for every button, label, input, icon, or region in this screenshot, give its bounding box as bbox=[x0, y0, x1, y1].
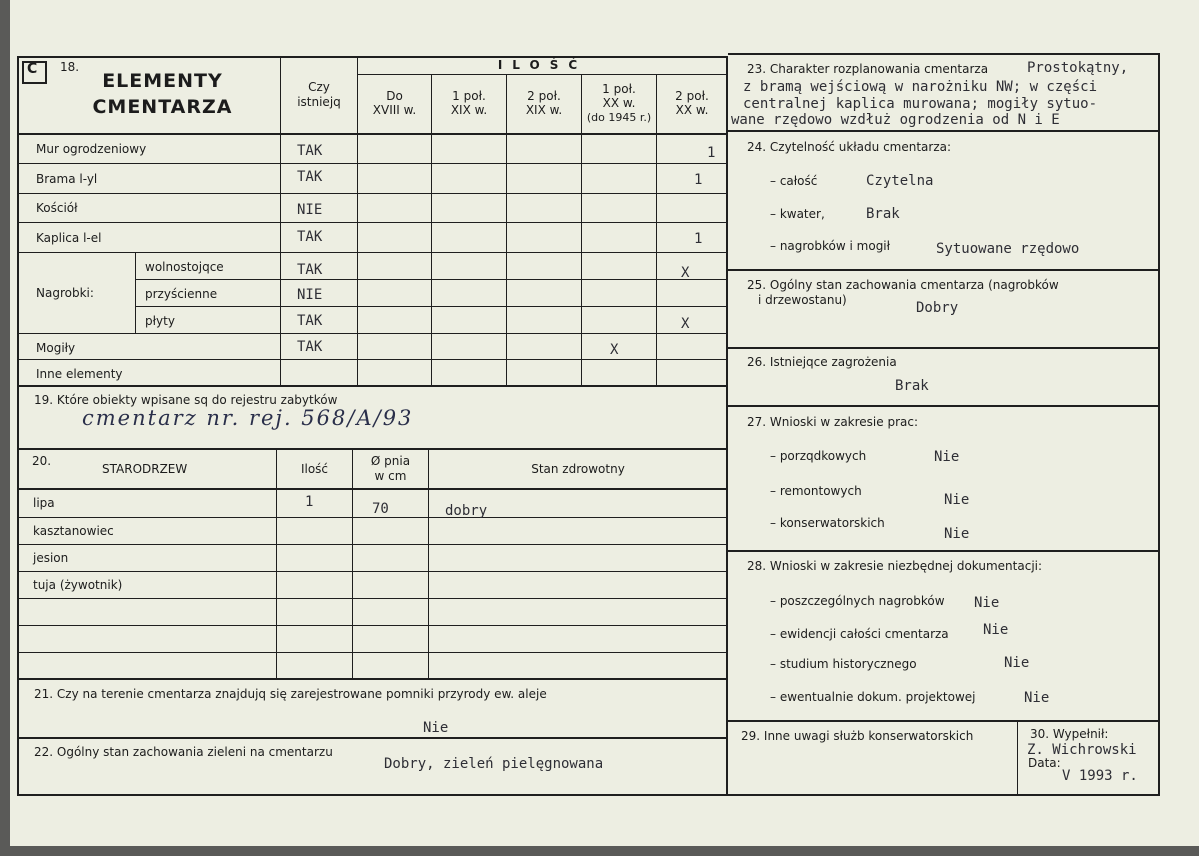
row-exists: TAK bbox=[297, 262, 323, 278]
row-label: Inne elementy bbox=[36, 367, 123, 381]
period-header: XVIII w. bbox=[372, 103, 417, 117]
section-28-item-value: Nie bbox=[983, 622, 1009, 638]
rule bbox=[428, 449, 429, 678]
period-header: Do bbox=[386, 89, 403, 103]
row-exists: NIE bbox=[297, 202, 323, 218]
rule bbox=[728, 405, 1160, 407]
archival-card bbox=[10, 0, 1199, 846]
rule bbox=[17, 488, 728, 490]
row-label: Mogiły bbox=[36, 341, 76, 355]
section-24-question: 24. Czytelność układu cmentarza: bbox=[747, 140, 952, 154]
tree-row-label: lipa bbox=[33, 496, 55, 510]
section-23-answer-line: z bramą wejściową w narożniku NW; w części bbox=[743, 79, 1098, 95]
tree-row-count: 1 bbox=[305, 494, 314, 510]
section-29-question: 29. Inne uwagi służb konserwatorskich bbox=[741, 729, 974, 743]
rule bbox=[17, 359, 728, 360]
rule bbox=[17, 544, 728, 545]
period-header: XX w. bbox=[602, 96, 636, 110]
section-28-item-label: – ewidencji całości cmentarza bbox=[770, 627, 949, 641]
rule bbox=[17, 385, 728, 387]
rule bbox=[17, 625, 728, 626]
rule bbox=[1158, 53, 1160, 796]
period-header: 2 poł. bbox=[675, 89, 709, 103]
row-sublabel: płyty bbox=[145, 314, 175, 328]
section-25-question-1: 25. Ogólny stan zachowania cmentarza (nagrobków bbox=[747, 278, 1059, 292]
section-24-item-value: Brak bbox=[866, 206, 900, 222]
period-header: XIX w. bbox=[525, 103, 563, 117]
section-23-answer-line: Prostokątny, bbox=[1027, 60, 1129, 76]
section-30-date-label: Data: bbox=[1028, 756, 1061, 770]
section-25-question-2: i drzewostanu) bbox=[758, 293, 847, 307]
rule bbox=[135, 306, 728, 307]
rule bbox=[17, 652, 728, 653]
rule bbox=[728, 550, 1160, 552]
rule bbox=[17, 333, 728, 334]
section-27-item-value: Nie bbox=[944, 526, 970, 542]
row-count: 1 bbox=[694, 231, 703, 247]
rule bbox=[276, 449, 277, 678]
section-30-name: Z. Wichrowski bbox=[1027, 742, 1137, 758]
section-24-item-value: Czytelna bbox=[866, 173, 934, 189]
section-25-answer: Dobry bbox=[916, 300, 959, 316]
rule bbox=[1017, 721, 1018, 796]
col-health-header: Stan zdrowotny bbox=[531, 462, 625, 476]
period-header: 1 poł. bbox=[452, 89, 486, 103]
row-mark: X bbox=[681, 316, 690, 332]
row-group-label: Nagrobki: bbox=[36, 286, 94, 300]
rule bbox=[728, 794, 1160, 796]
col-ilosc-header: Ilość bbox=[300, 462, 329, 476]
rule bbox=[17, 448, 728, 450]
section-24-item-label: – kwater, bbox=[770, 207, 825, 221]
period-header: (do 1945 r.) bbox=[586, 111, 652, 124]
section-26-answer: Brak bbox=[895, 378, 929, 394]
section-28-item-label: – studium historycznego bbox=[770, 657, 917, 671]
section-21-answer: Nie bbox=[423, 720, 449, 736]
section-23-answer-line: wane rzędowo wzdłuż ogrodzenia od N i E bbox=[731, 112, 1060, 128]
period-header: 2 poł. bbox=[527, 89, 561, 103]
section-24-item-label: – nagrobków i mogił bbox=[770, 239, 891, 253]
section-26-question: 26. Istniejqce zagrożenia bbox=[747, 355, 897, 369]
rule bbox=[17, 794, 728, 796]
section-18-title-1: ELEMENTY bbox=[102, 70, 223, 92]
rule bbox=[431, 75, 432, 385]
section-22-answer: Dobry, zieleń pielęgnowana bbox=[384, 756, 604, 772]
section-28-item-label: – ewentualnie dokum. projektowej bbox=[770, 690, 976, 704]
rule bbox=[728, 130, 1160, 132]
tree-row-label: tuja (żywotnik) bbox=[33, 578, 123, 592]
row-count: 1 bbox=[707, 145, 716, 161]
row-exists: TAK bbox=[297, 229, 323, 245]
ilosc-header: ILOŚĆ bbox=[497, 58, 588, 72]
section-23-question: 23. Charakter rozplanowania cmentarza bbox=[747, 62, 989, 76]
rule bbox=[656, 75, 657, 385]
tree-row-label: jesion bbox=[33, 551, 69, 565]
section-27-question: 27. Wnioski w zakresie prac: bbox=[747, 415, 919, 429]
section-20-title: STARODRZEW bbox=[102, 462, 188, 476]
rule bbox=[352, 449, 353, 678]
rule bbox=[17, 571, 728, 572]
period-header: XX w. bbox=[675, 103, 709, 117]
section-20-number: 20. bbox=[32, 454, 52, 468]
section-28-item-value: Nie bbox=[1024, 690, 1050, 706]
section-19-question: 19. Które obiekty wpisane sq do rejestru zabytków bbox=[34, 393, 338, 407]
col-exists-header-1: Czy bbox=[308, 80, 330, 94]
section-19-handwritten-answer: cmentarz nr. rej. 568/A/93 bbox=[82, 406, 414, 430]
tree-row-trunk: 70 bbox=[372, 501, 389, 517]
row-label: Brama l-yl bbox=[36, 172, 98, 186]
section-c-letter: C bbox=[27, 61, 38, 77]
rule bbox=[17, 163, 728, 164]
section-28-item-value: Nie bbox=[974, 595, 1000, 611]
row-label: Mur ogrodzeniowy bbox=[36, 142, 147, 156]
row-mark: X bbox=[681, 265, 690, 281]
section-18-title-2: CMENTARZA bbox=[92, 96, 233, 118]
section-28-item-value: Nie bbox=[1004, 655, 1030, 671]
section-30-question: 30. Wypełnił: bbox=[1030, 727, 1109, 741]
rule bbox=[728, 720, 1160, 722]
row-sublabel: wolnostojqce bbox=[145, 260, 224, 274]
rule bbox=[728, 53, 1160, 55]
row-label: Kaplica l-el bbox=[36, 231, 102, 245]
rule bbox=[17, 133, 728, 135]
section-27-item-value: Nie bbox=[934, 449, 960, 465]
row-exists: TAK bbox=[297, 339, 323, 355]
rule bbox=[135, 253, 136, 333]
row-sublabel: przyścienne bbox=[145, 287, 218, 301]
rule bbox=[17, 678, 728, 680]
rule bbox=[17, 517, 728, 518]
rule bbox=[17, 222, 728, 223]
section-27-item-label: – porzqdkowych bbox=[770, 449, 867, 463]
rule bbox=[17, 56, 19, 796]
period-header: 1 poł. bbox=[602, 82, 636, 96]
rule bbox=[17, 737, 728, 739]
rule bbox=[17, 598, 728, 599]
section-27-item-label: – remontowych bbox=[770, 484, 862, 498]
row-label: Kościół bbox=[36, 201, 78, 215]
rule bbox=[135, 279, 728, 280]
row-exists: TAK bbox=[297, 313, 323, 329]
rule bbox=[728, 269, 1160, 271]
section-18-number: 18. bbox=[60, 60, 80, 74]
tree-row-health: dobry bbox=[445, 503, 488, 519]
rule bbox=[17, 252, 728, 253]
rule bbox=[726, 56, 728, 796]
rule bbox=[17, 193, 728, 194]
col-exists-header-2: istniejq bbox=[297, 95, 341, 109]
section-22-question: 22. Ogólny stan zachowania zieleni na cmentarzu bbox=[34, 745, 333, 759]
row-mark: X bbox=[610, 342, 619, 358]
row-exists: TAK bbox=[297, 169, 323, 185]
row-exists: TAK bbox=[297, 143, 323, 159]
row-exists: NIE bbox=[297, 287, 323, 303]
rule bbox=[728, 347, 1160, 349]
section-24-item-label: – całość bbox=[770, 174, 818, 188]
section-24-item-value: Sytuowane rzędowo bbox=[936, 241, 1080, 257]
rule bbox=[506, 75, 507, 385]
col-trunk-header-2: w cm bbox=[374, 469, 407, 483]
row-count: 1 bbox=[694, 172, 703, 188]
tree-row-label: kasztanowiec bbox=[33, 524, 114, 538]
period-header: XIX w. bbox=[450, 103, 488, 117]
section-28-item-label: – poszczególnych nagrobków bbox=[770, 594, 945, 608]
section-21-question: 21. Czy na terenie cmentarza znajdujq się zarejestrowane pomniki przyrody ew. aleje bbox=[34, 687, 547, 701]
col-trunk-header-1: Ø pnia bbox=[370, 454, 411, 468]
section-23-answer-line: centralnej kaplica murowana; mogiły sytuo- bbox=[743, 96, 1098, 112]
section-28-question: 28. Wnioski w zakresie niezbędnej dokumentacji: bbox=[747, 559, 1043, 573]
section-27-item-label: – konserwatorskich bbox=[770, 516, 885, 530]
section-30-date-value: V 1993 r. bbox=[1062, 768, 1138, 784]
rule bbox=[357, 74, 727, 75]
section-27-item-value: Nie bbox=[944, 492, 970, 508]
